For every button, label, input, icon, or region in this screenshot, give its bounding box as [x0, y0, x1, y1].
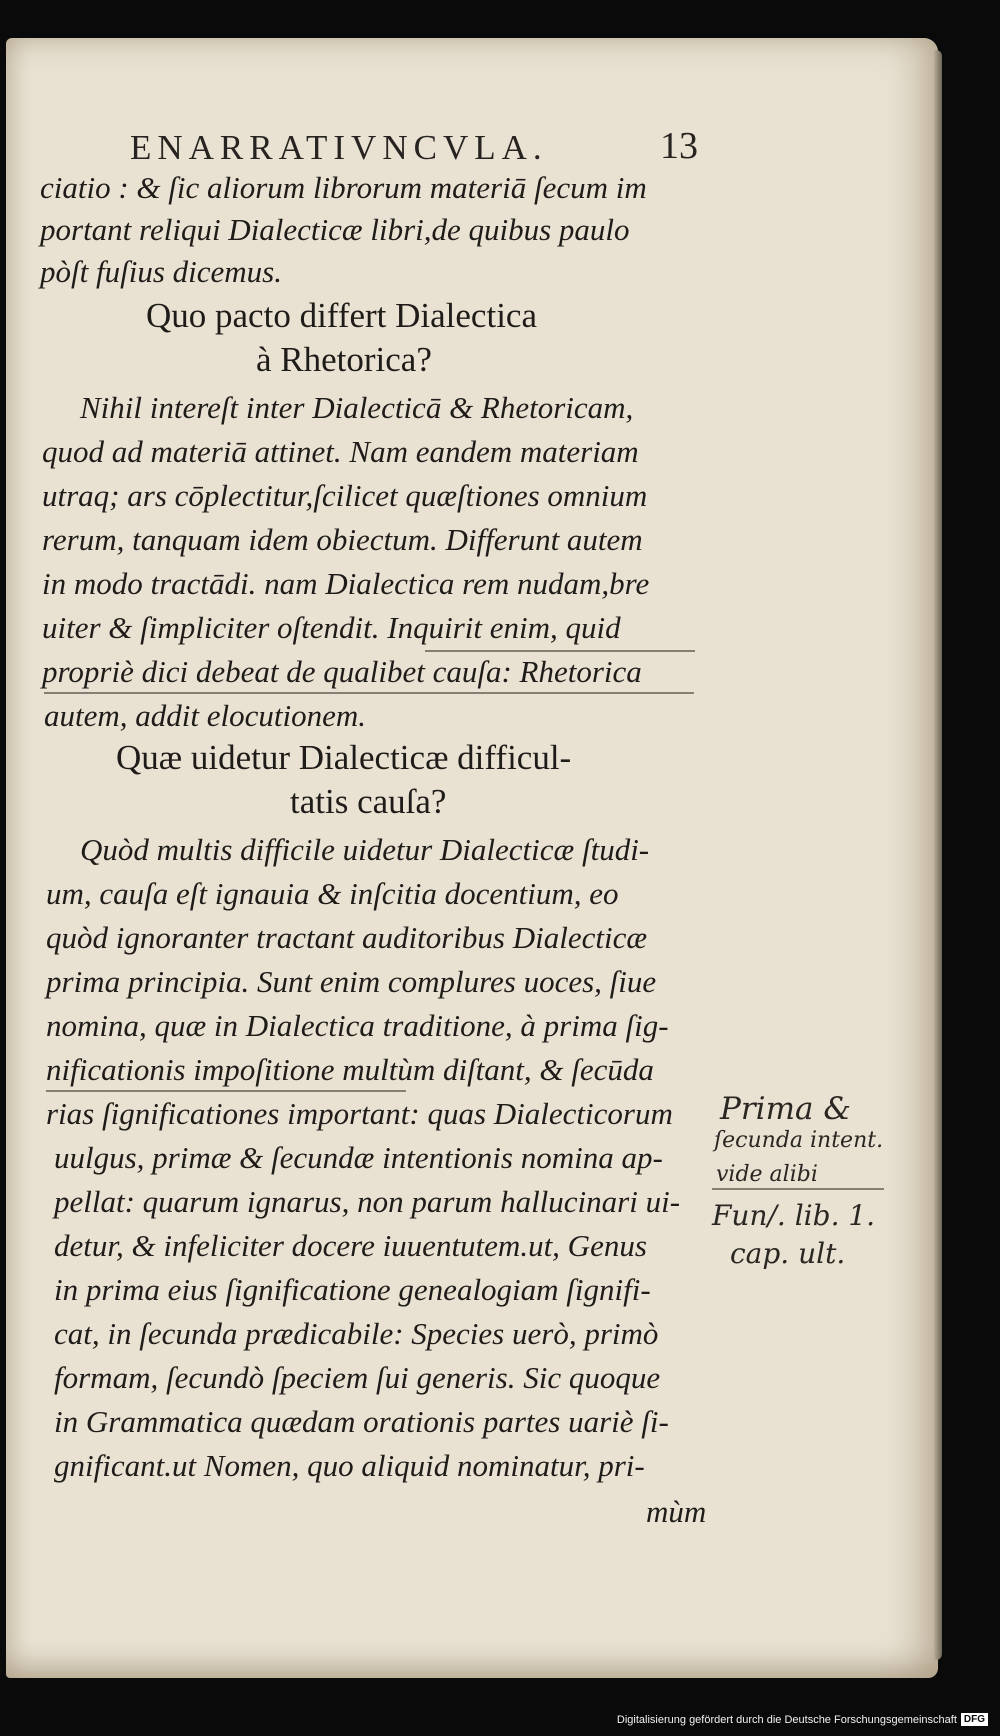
- catchword: mùm: [646, 1494, 707, 1529]
- text-line: pòſt fuſius dicemus.: [40, 254, 282, 289]
- text-line: autem, addit elocutionem.: [44, 698, 366, 733]
- underline-mark: [44, 692, 694, 694]
- section-heading: Quæ uidetur Dialecticæ difficul-: [116, 738, 572, 777]
- text-line: portant reliqui Dialecticæ libri,de quibus paulo: [40, 212, 630, 247]
- text-line: uulgus, primæ & ſecundæ intentionis nomina ap-: [54, 1140, 663, 1175]
- text-line: propriè dici debeat de qualibet cauſa: Rhetorica: [42, 654, 642, 689]
- text-line: cat, in ſecunda prædicabile: Species uerò, primò: [54, 1316, 659, 1351]
- text-line: gnificant.ut Nomen, quo aliquid nominatur, pri-: [54, 1448, 645, 1483]
- underline-mark: [46, 1090, 406, 1092]
- text-line: prima principia. Sunt enim complures uoces, ſiue: [46, 964, 657, 999]
- text-line: in prima eius ſignificatione genealogiam ſignifi-: [54, 1272, 651, 1307]
- page-edge: [934, 50, 942, 1660]
- marginal-note: Fun/. lib. 1.: [712, 1199, 876, 1232]
- text-line: utraq; ars cōplectitur,ſcilicet quæſtiones omnium: [42, 478, 648, 513]
- text-line: quòd ignoranter tractant auditoribus Dialecticæ: [46, 920, 648, 955]
- text-line: Quòd multis difficile uidetur Dialecticæ ſtudi-: [80, 832, 650, 867]
- text-line: in Grammatica quædam orationis partes uariè ſi-: [54, 1404, 669, 1439]
- text-line: rerum, tanquam idem obiectum. Differunt autem: [42, 522, 643, 557]
- marginal-note: vide alibi: [716, 1162, 818, 1187]
- marginal-underline: [712, 1188, 884, 1190]
- text-line: rias ſignificationes important: quas Dialecticorum: [46, 1096, 673, 1131]
- text-line: nificationis impoſitione multùm diſtant, & ſecūda: [46, 1052, 654, 1087]
- folio-number: 13: [660, 125, 698, 167]
- text-line: formam, ſecundò ſpeciem ſui generis. Sic quoque: [54, 1360, 661, 1395]
- text-line: nomina, quæ in Dialectica traditione, à prima ſig-: [46, 1008, 669, 1043]
- dfg-logo: DFG: [961, 1713, 988, 1726]
- text-line: Nihil intereſt inter Dialecticā & Rhetoricam,: [80, 390, 634, 425]
- text-line: um, cauſa eſt ignauia & inſcitia docentium, eo: [46, 876, 619, 911]
- section-heading: à Rhetorica?: [256, 340, 432, 379]
- running-head: ENARRATIVNCVLA.: [130, 128, 548, 167]
- underline-mark: [425, 650, 695, 652]
- credit-text: Digitalisierung gefördert durch die Deutsche Forschungsgemeinschaft: [616, 1713, 957, 1726]
- digitization-credit: [617, 1713, 988, 1726]
- text-line: ciatio : & ſic aliorum librorum materiā ſecum im: [40, 170, 647, 205]
- marginal-note: Prima &: [720, 1091, 851, 1127]
- section-heading: tatis cauſa?: [290, 782, 447, 821]
- marginal-note: cap. ult.: [730, 1237, 846, 1270]
- text-line: quod ad materiā attinet. Nam eandem materiam: [42, 434, 639, 469]
- text-line: detur, & infeliciter docere iuuentutem.ut, Genus: [54, 1228, 647, 1263]
- marginal-note: ſecunda intent.: [714, 1128, 884, 1153]
- text-line: pellat: quarum ignarus, non parum hallucinari ui-: [54, 1184, 681, 1219]
- text-line: in modo tractādi. nam Dialectica rem nudam,bre: [42, 566, 650, 601]
- section-heading: Quo pacto differt Dialectica: [146, 296, 537, 335]
- text-line: uiter & ſimpliciter oſtendit. Inquirit enim, quid: [42, 610, 621, 645]
